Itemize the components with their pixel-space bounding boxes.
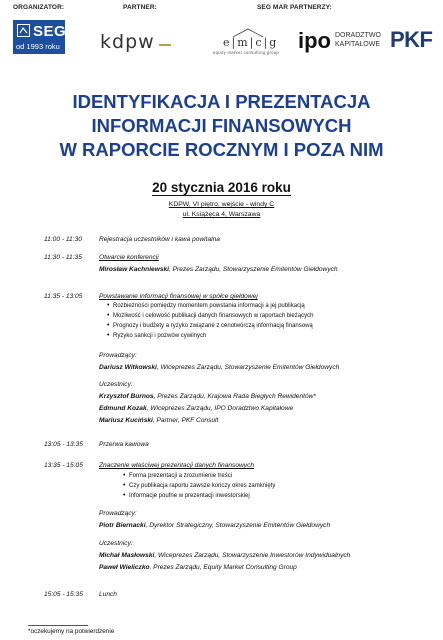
topic-bullet: • Informacje poufne w prezentacji inwestorskiej bbox=[129, 493, 250, 499]
event-address: ul. Książęca 4, Warszawa bbox=[182, 211, 261, 218]
agenda-time: 11:00 - 11:30 bbox=[44, 236, 82, 243]
event-venue: KDPW, VI piętro, wejście - windy C bbox=[168, 201, 275, 208]
speaker-line: Michał Masłowski, Wiceprezes Zarządu, Stowarzyszenie Inwestorów Indywidualnych bbox=[99, 552, 351, 559]
speaker-line: Dariusz Witkowski, Wiceprezes Zarządu, Stowarzyszenie Emitentów Giełdowych bbox=[99, 364, 340, 371]
agenda-time: 13:35 - 15:05 bbox=[44, 462, 83, 469]
topic-bullet: • Czy publikacja raportu zawsze kończy okres zamknięty bbox=[129, 483, 275, 489]
agenda-item-title: Znaczenie właściwej prezentacji danych finansowych bbox=[99, 462, 255, 469]
participants-label: Uczestnicy: bbox=[99, 540, 133, 547]
seg-logo bbox=[13, 20, 65, 54]
topic-bullet: • Rozbieżności pomiędzy momentem powstania informacji a jej publikacją bbox=[113, 303, 305, 309]
seg-logo-tagline: od 1993 roku bbox=[16, 42, 60, 51]
speaker-line: Mirosław Kachniewski, Prezes Zarządu, Stowarzyszenie Emitentów Giełdowych bbox=[99, 266, 338, 273]
agenda-time: 13:05 - 13:35 bbox=[44, 441, 83, 448]
title-line-2: INFORMACJI FINANSOWYCH bbox=[91, 115, 352, 136]
document-title bbox=[0, 90, 443, 162]
ipo-logo: ipo bbox=[298, 28, 331, 53]
seg-mark-icon bbox=[17, 24, 30, 37]
speaker-line: Paweł Wieliczko, Prezes Zarządu, Equity Market Consulting Group bbox=[99, 564, 297, 571]
speaker-line: Mariusz Kuciński, Partner, PKF Consult bbox=[99, 417, 219, 424]
speaker-line: Edmund Kozak, Wiceprezes Zarządu, IPO Doradztwo Kapitałowe bbox=[99, 405, 294, 412]
footnote-rule bbox=[28, 625, 88, 626]
event-date: 20 stycznia 2016 roku bbox=[152, 180, 291, 195]
ipo-logo-subtitle bbox=[335, 31, 381, 49]
agenda-time: 15:05 - 15:35 bbox=[44, 591, 83, 598]
partner-label: PARTNER: bbox=[123, 4, 157, 11]
speaker-line: Piotr Biernacki, Dyrektor Strategiczny, Stowarzyszenie Emitentów Giełdowych bbox=[99, 522, 331, 529]
emcg-logo-letters: e|m|c|g bbox=[223, 36, 279, 49]
topic-bullet: • Ryzyko sankcji i pozwów cywilnych bbox=[113, 333, 206, 339]
agenda-item-title: Lunch bbox=[99, 591, 117, 598]
agenda-time: 11:30 - 11:35 bbox=[44, 254, 82, 261]
footnote: *oczekujemy na potwierdzenie bbox=[28, 628, 115, 635]
agenda-item-title: Otwarcie konferencji bbox=[99, 254, 159, 261]
emcg-logo bbox=[211, 28, 285, 58]
moderator-label: Prowadzący: bbox=[99, 352, 137, 359]
emcg-logo-tagline: equity market consulting group bbox=[213, 50, 280, 55]
topic-bullet: • Możliwość i celowość publikacji danych finansowych w raportach bieżących bbox=[113, 313, 313, 319]
topic-bullet: • Prognozy i budżety a ryzyko związane z cenotwórczą informacją finansową bbox=[113, 323, 313, 329]
ipo-logo-line2: KAPITAŁOWE bbox=[335, 41, 380, 48]
organizer-label: ORGANIZATOR: bbox=[13, 4, 65, 11]
title-line-3: W RAPORCIE ROCZNYM I POZA NIM bbox=[59, 139, 384, 160]
topic-bullet: • Forma prezentacji a zrozumienie treści bbox=[129, 473, 232, 479]
ipo-logo-line1: DORADZTWO bbox=[335, 32, 381, 39]
media-partners-label: SEG MAR PARTNERZY: bbox=[257, 4, 332, 11]
pkf-logo: PKF bbox=[390, 27, 433, 52]
agenda-item-title: Przerwa kawowa bbox=[99, 441, 149, 448]
seg-logo-name: SEG bbox=[33, 23, 67, 40]
speaker-line: Krzysztof Burnos, Prezes Zarządu, Krajowa Rada Biegłych Rewidentów* bbox=[99, 393, 316, 400]
agenda-item-title: Rejestracja uczestników i kawa powitalna bbox=[99, 236, 220, 243]
participants-label: Uczestnicy: bbox=[99, 381, 133, 388]
agenda-time: 11:35 - 13:05 bbox=[44, 293, 83, 300]
moderator-label: Prowadzący: bbox=[99, 510, 137, 517]
title-line-1: IDENTYFIKACJA I PREZENTACJA bbox=[72, 91, 371, 112]
kdpw-logo-bar bbox=[159, 44, 171, 46]
agenda-item-title: Powstawanie informacji finansowej w spółce giełdowej bbox=[99, 293, 258, 300]
kdpw-logo: kdpw bbox=[100, 31, 155, 53]
